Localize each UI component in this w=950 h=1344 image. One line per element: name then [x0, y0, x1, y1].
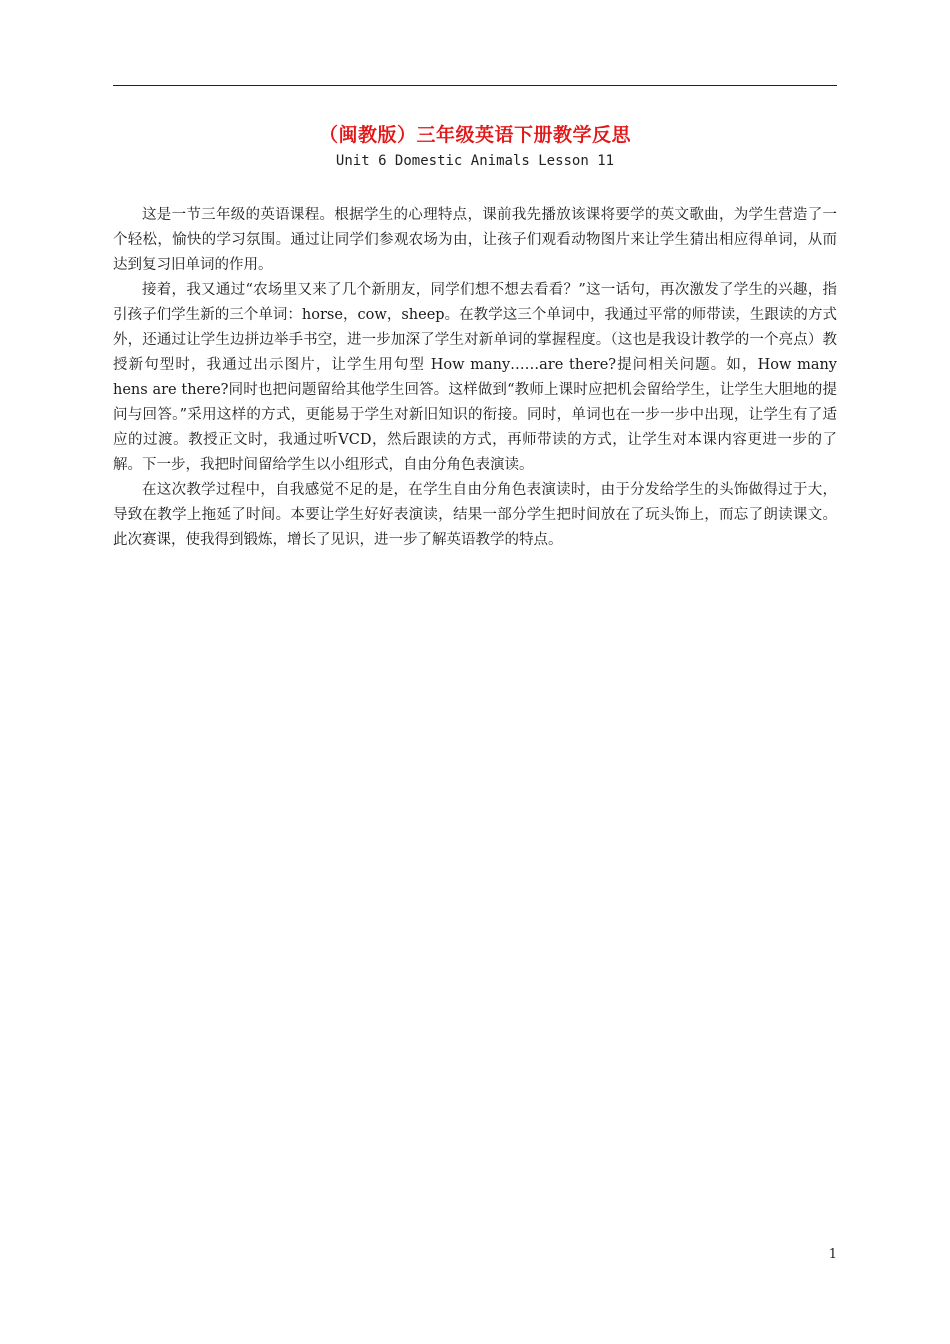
- paragraph-3: 在这次教学过程中，自我感觉不足的是，在学生自由分角色表演读时，由于分发给学生的头饰做得过于大，导致在教学上拖延了时间。本要让学生好好表演读，结果一部分学生把时间放在了玩头饰上，而忘了朗读课文。此次赛课，使我得到锻炼，增长了见识，进一步了解英语教学的特点。: [113, 482, 837, 548]
- header-rule: [113, 85, 837, 86]
- document-subtitle: Unit 6 Domestic Animals Lesson 11: [335, 153, 615, 169]
- page-number: 1: [828, 1247, 837, 1262]
- paragraph-1: 这是一节三年级的英语课程。根据学生的心理特点，课前我先播放该课将要学的英文歌曲，为学生营造了一个轻松，愉快的学习氛围。通过让同学们参观农场为由，让孩子们观看动物图片来让学生猜出相应得单词，从而达到复习旧单词的作用。: [113, 207, 837, 273]
- paragraph-2: 接着，我又通过“农场里又来了几个新朋友，同学们想不想去看看？”这一话句，再次激发了学生的兴趣，指引孩子们学生新的三个单词：horse，cow，sheep。在教学这三个单词中，我通过平常的师带读，生跟读的方式外，还通过让学生边拼边举手书空，进一步加深了学生对新单词的掌握程度。（这也是我设计教学的一个亮点）教授新句型时，我通过出示图片，让学生用句型 How many……are there?提问相关问题。如，How many hens are there?同时也把问题留给其他学生回答。这样做到“教师上课时应把机会留给学生，让学生大胆地的提问与回答。”采用这样的方式，更能易于学生对新旧知识的衔接。同时，单词也在一步一步中出现，让学生有了适应的过渡。教授正文时，我通过听VCD，然后跟读的方式，再师带读的方式，让学生对本课内容更进一步的了解。下一步，我把时间留给学生以小组形式，自由分角色表演读。: [113, 282, 837, 473]
- document-body: [113, 203, 837, 553]
- document-title: （闽教版）三年级英语下册教学反思: [318, 124, 631, 146]
